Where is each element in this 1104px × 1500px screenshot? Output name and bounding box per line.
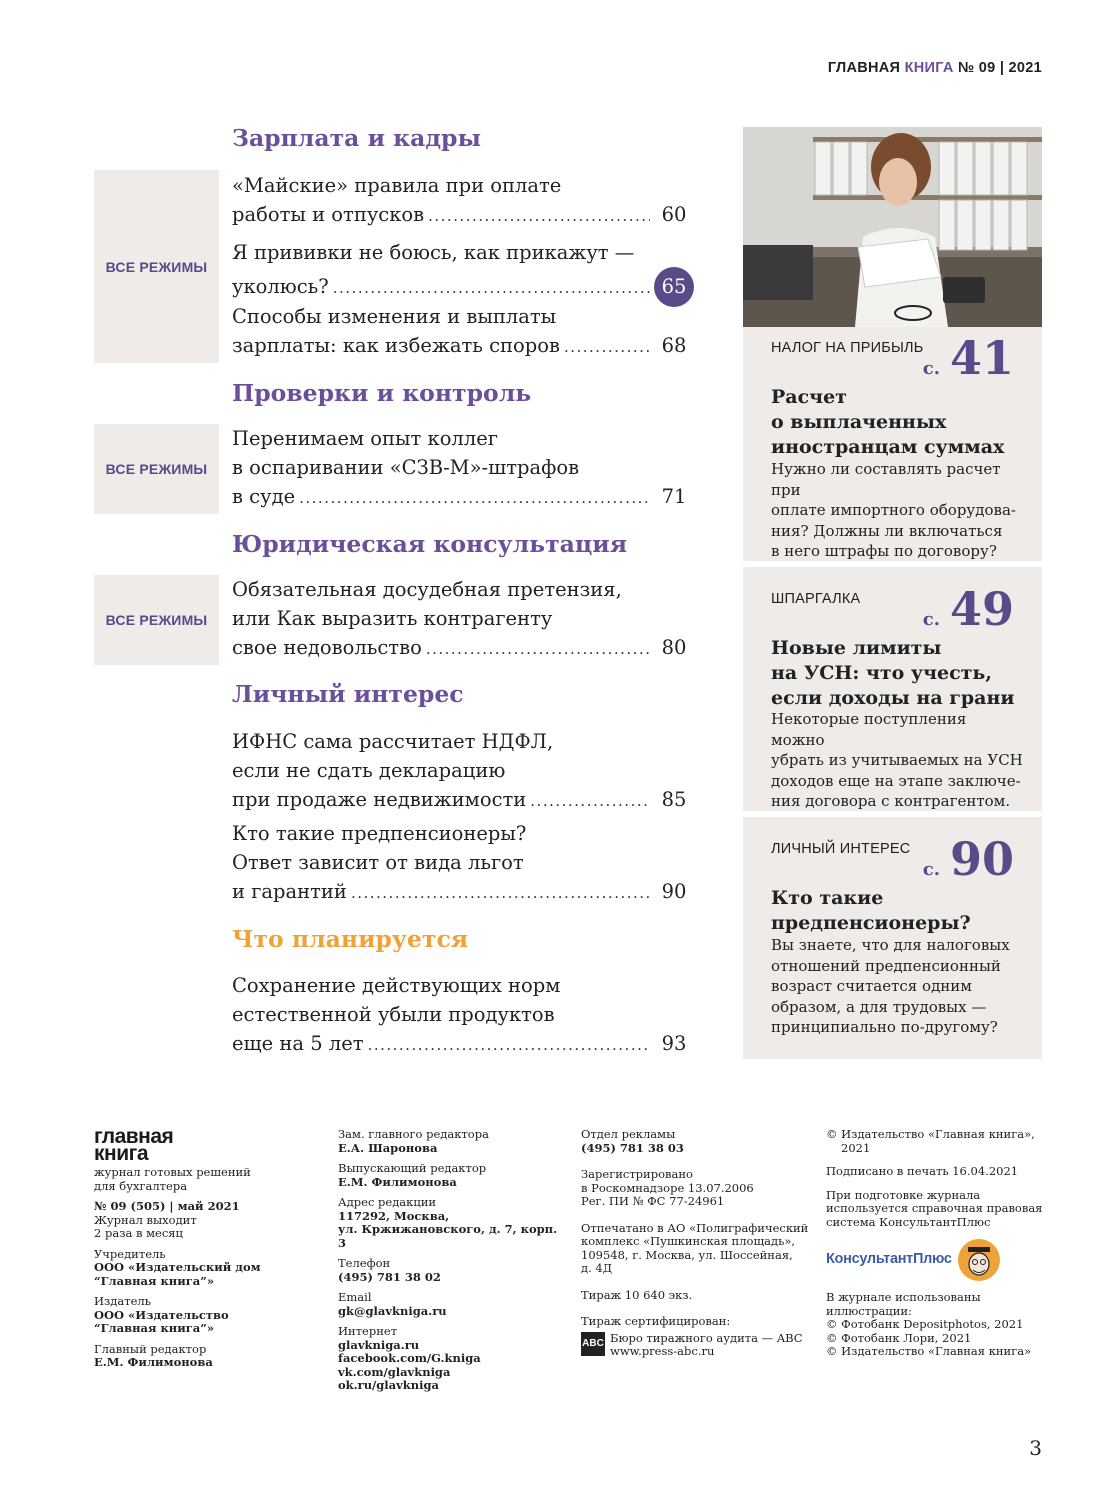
- toc-item-line: еще на 5 лет: [232, 1032, 364, 1055]
- toc-item-line: в оспаривании «СЗВ-М»-штрафов: [232, 456, 580, 479]
- toc-item-line: Кто такие предпенсионеры?: [232, 822, 527, 845]
- toc-item[interactable]: [232, 171, 694, 231]
- card-rubric: ШПАРГАЛКА: [771, 591, 861, 607]
- card-title: Расчет о выплаченных иностранцам суммах: [771, 386, 1005, 458]
- regime-badge: ВСЕ РЕЖИМЫ: [94, 424, 219, 514]
- toc-item-line: работы и отпусков: [232, 203, 425, 226]
- card-page-number: с. 90: [922, 832, 1014, 886]
- toc-item-line: естественной убыли продуктов: [232, 1003, 555, 1026]
- section-title-planned: Что планируется: [232, 925, 469, 953]
- section-title-inspections: Проверки и контроль: [232, 379, 532, 407]
- toc-item-line: зарплаты: как избежать споров: [232, 334, 560, 357]
- section-title-legal: Юридическая консультация: [232, 530, 628, 558]
- feature-card[interactable]: [743, 567, 1042, 811]
- running-header: [828, 60, 1042, 76]
- accountant-photo: [743, 127, 1042, 327]
- imprint-column-3: Отдел рекламы (495) 781 38 03 Зарегистрировано в Роскомнадзоре 13.07.2006 Рег. ПИ № ФС 77-24961 Отпечатано в АО «Полиграфический комплекс «Пушкинская площадь», 109548, г. Москва, ул. Шоссейная, д. 4Д Тираж 10 640 экз. Тираж сертифицирован: ABC Бюро тиражного аудита — ABC www.press-abc.ru: [581, 1127, 809, 1358]
- toc-item-line: если не сдать декларацию: [232, 759, 506, 782]
- toc-item-line: Я прививки не боюсь, как прикажут —: [232, 241, 635, 264]
- feature-card[interactable]: [743, 327, 1042, 561]
- card-title: Кто такие предпенсионеры?: [771, 887, 971, 934]
- toc-item-line: в суде: [232, 485, 296, 508]
- brand-name-accent: КНИГА: [904, 60, 954, 76]
- toc-page-number: 85: [661, 788, 687, 811]
- card-page-number: с. 49: [922, 582, 1014, 636]
- toc-item-line: Сохранение действующих норм: [232, 974, 561, 997]
- card-text: Нужно ли составлять расчет при оплате импортного оборудова- ния? Должны ли включаться в него штрафы по договору?: [771, 460, 1016, 560]
- toc-item-line: Обязательная досудебная претензия,: [232, 578, 622, 601]
- imprint-column-1: главная книга журнал готовых решений для бухгалтера № 09 (505) | май 2021 Журнал выходит 2 раза в месяц Учредитель ООО «Издательский дом “Главная книга”» Издатель ООО «Издательство “Главная книга”» Главный редактор Е.М. Филимонова: [94, 1128, 314, 1377]
- card-page-number: с. 41: [922, 331, 1014, 385]
- toc-item-line: Способы изменения и выплаты: [232, 305, 557, 328]
- toc-item-line: при продаже недвижимости: [232, 788, 527, 811]
- toc-item-line: уколюсь?: [232, 275, 329, 298]
- imprint-column-4: © Издательство «Главная книга», 2021 Подписано в печать 16.04.2021 При подготовке журнала используется справочная правовая система КонсультантПлюс КонсультантПлюс В журнале использованы иллюстрации: © Фотобанк Depositphotos, 2021 © Фотобанк Лори, 2021 © Издательство «Главная книга»: [826, 1128, 1046, 1359]
- brand-name: ГЛАВНАЯ: [827, 60, 901, 76]
- toc-item[interactable]: [232, 727, 694, 816]
- regime-badge: ВСЕ РЕЖИМЫ: [94, 575, 219, 665]
- toc-item[interactable]: [232, 424, 694, 513]
- toc-item[interactable]: [232, 238, 694, 307]
- page-number: 3: [1029, 1436, 1042, 1460]
- card-text: Вы знаете, что для налоговых отношений предпенсионный возраст считается одним образом, а для трудовых — принципиально по-другому?: [771, 936, 1010, 1036]
- section-title-salary: Зарплата и кадры: [232, 124, 482, 152]
- feature-card[interactable]: [743, 817, 1042, 1059]
- section-title-personal: Личный интерес: [232, 680, 464, 708]
- toc-page-number: 90: [661, 880, 687, 903]
- toc-page-number: 71: [661, 485, 687, 508]
- magazine-logo: главная книга: [94, 1125, 174, 1165]
- card-rubric: ЛИЧНЫЙ ИНТЕРЕС: [771, 841, 911, 857]
- card-text: Некоторые поступления можно убрать из учитываемых на УСН доходов еще на этапе заключе- ния договора с контрагентом.: [771, 710, 1023, 810]
- highlighted-page-number: 65: [654, 267, 694, 307]
- imprint-column-2: Зам. главного редактора Е.А. Шаронова Выпускающий редактор Е.М. Филимонова Адрес редакции 117292, Москва, ул. Кржижановского, д. 7, корп. 3 Телефон (495) 781 38 02 Email gk@glavkniga.ru Интернет glavkniga.ru facebook.com/G.kniga vk.com/glavkniga ok.ru/glavkniga: [338, 1127, 558, 1392]
- toc-item-line: ИФНС сама рассчитает НДФЛ,: [232, 730, 554, 753]
- toc-item-line: или Как выразить контрагенту: [232, 607, 553, 630]
- toc-item-line: свое недовольство: [232, 636, 422, 659]
- abc-logo-icon: ABC: [581, 1332, 605, 1356]
- card-rubric: НАЛОГ НА ПРИБЫЛЬ: [771, 340, 924, 356]
- regime-badge: ВСЕ РЕЖИМЫ: [94, 170, 219, 363]
- toc-item[interactable]: [232, 575, 694, 664]
- toc-page-number: 68: [661, 334, 687, 357]
- scholar-mascot-icon: [958, 1239, 1000, 1281]
- consultantplus-logo: КонсультантПлюс: [826, 1235, 1046, 1285]
- toc-item-line: и гарантий: [232, 880, 347, 903]
- toc-page-number: 80: [661, 636, 687, 659]
- toc-item-line: «Майские» правила при оплате: [232, 174, 562, 197]
- toc-item[interactable]: [232, 819, 694, 908]
- toc-item-line: Ответ зависит от вида льгот: [232, 851, 524, 874]
- toc-page-number: 60: [661, 203, 687, 226]
- card-title: Новые лимиты на УСН: что учесть, если доходы на грани: [771, 637, 1015, 709]
- issue-number: № 09 | 2021: [958, 60, 1042, 76]
- toc-item-line: Перенимаем опыт коллег: [232, 427, 498, 450]
- toc-item[interactable]: [232, 302, 694, 362]
- toc-page-number: 93: [661, 1032, 687, 1055]
- toc-item[interactable]: [232, 971, 694, 1060]
